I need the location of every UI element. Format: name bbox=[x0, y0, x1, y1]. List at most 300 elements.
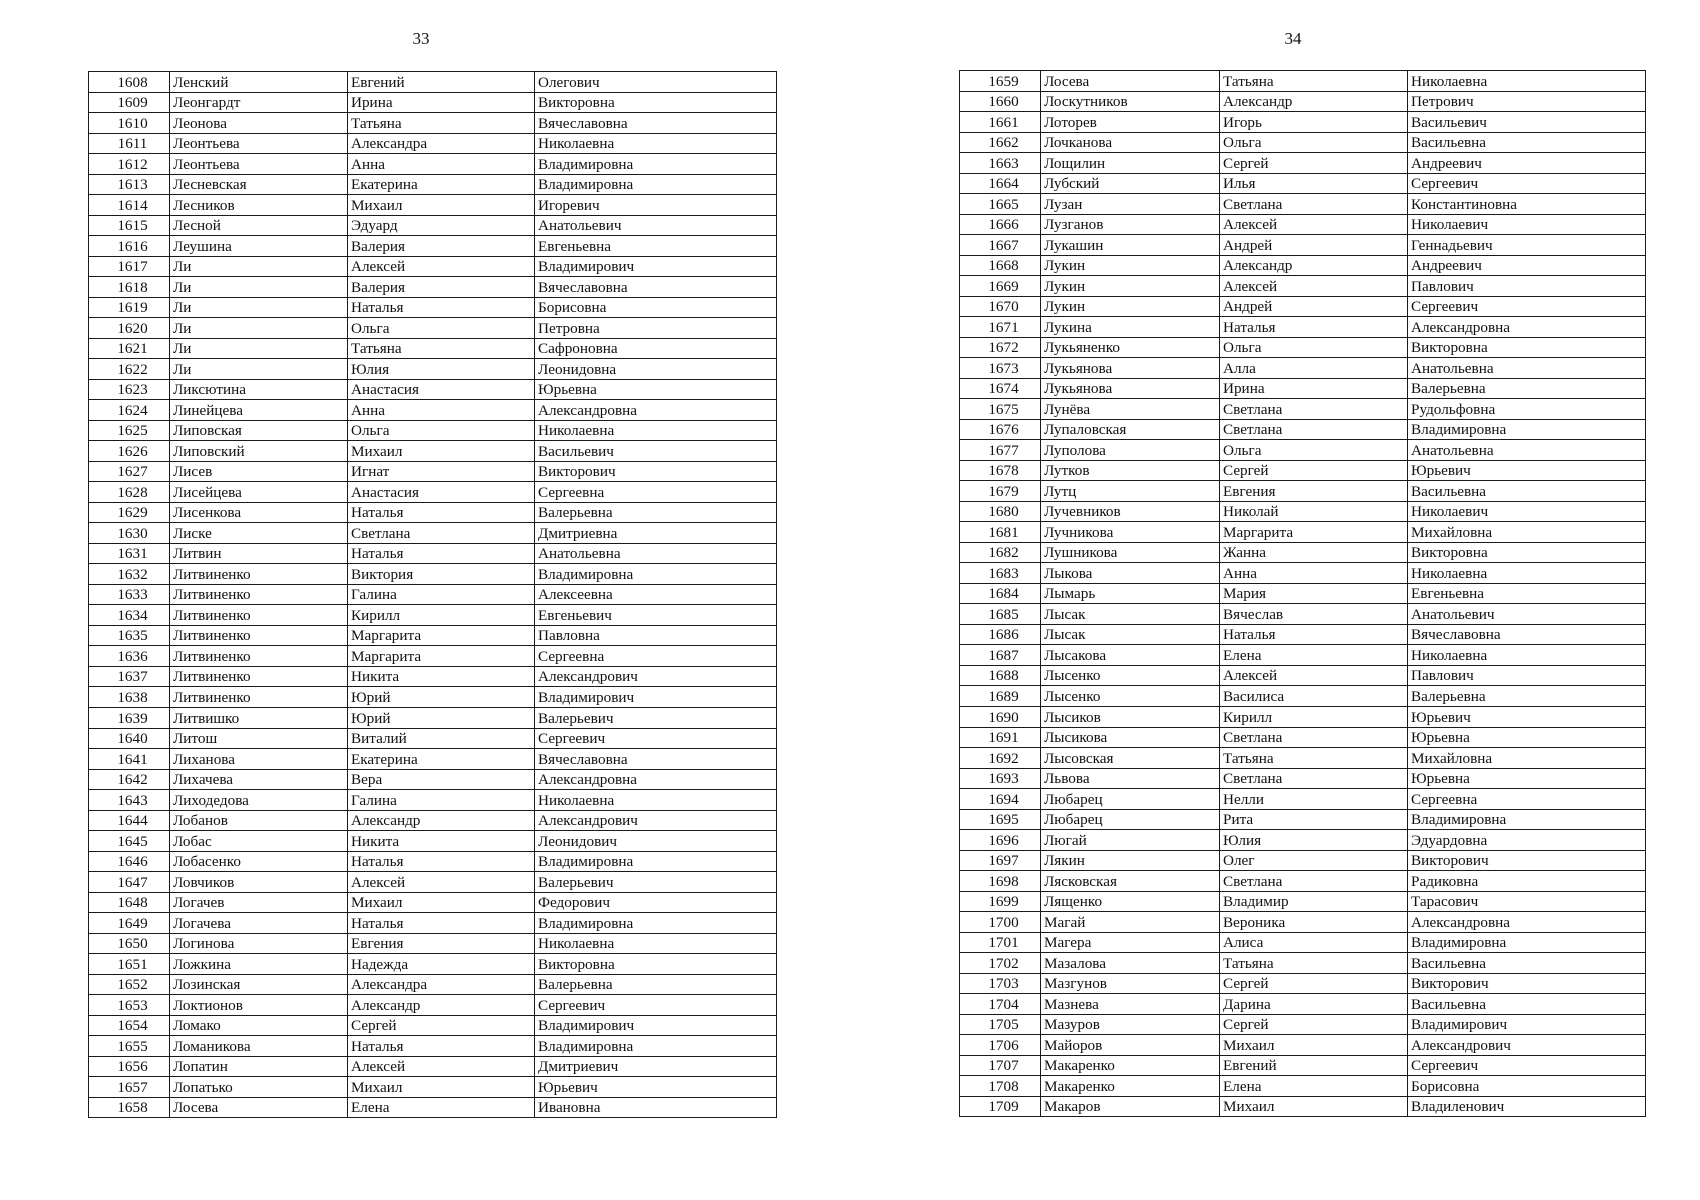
patronymic-cell: Александровна bbox=[535, 400, 777, 421]
row-number-cell: 1677 bbox=[960, 440, 1041, 461]
patronymic-cell: Валерьевич bbox=[535, 872, 777, 893]
row-number-cell: 1653 bbox=[89, 995, 170, 1016]
row-number-cell: 1642 bbox=[89, 769, 170, 790]
first-name-cell: Евгений bbox=[1220, 1055, 1408, 1076]
row-number-cell: 1640 bbox=[89, 728, 170, 749]
last-name-cell: Лясковская bbox=[1041, 871, 1220, 892]
first-name-cell: Михаил bbox=[1220, 1096, 1408, 1117]
last-name-cell: Лукин bbox=[1041, 276, 1220, 297]
last-name-cell: Лукьянова bbox=[1041, 378, 1220, 399]
last-name-cell: Лысовская bbox=[1041, 748, 1220, 769]
first-name-cell: Юлия bbox=[348, 359, 535, 380]
first-name-cell: Татьяна bbox=[348, 338, 535, 359]
patronymic-cell: Сергеевна bbox=[535, 646, 777, 667]
row-number-cell: 1617 bbox=[89, 256, 170, 277]
patronymic-cell: Владимирович bbox=[535, 687, 777, 708]
table-row bbox=[89, 749, 777, 770]
patronymic-cell: Вячеславовна bbox=[1408, 624, 1646, 645]
row-number-cell: 1627 bbox=[89, 461, 170, 482]
row-number-cell: 1662 bbox=[960, 132, 1041, 153]
last-name-cell: Литвиненко bbox=[170, 625, 348, 646]
last-name-cell: Липовская bbox=[170, 420, 348, 441]
patronymic-cell: Рудольфовна bbox=[1408, 399, 1646, 420]
last-name-cell: Линейцева bbox=[170, 400, 348, 421]
first-name-cell: Василиса bbox=[1220, 686, 1408, 707]
first-name-cell: Евгения bbox=[1220, 481, 1408, 502]
table-row bbox=[89, 790, 777, 811]
last-name-cell: Лысикова bbox=[1041, 727, 1220, 748]
last-name-cell: Леонтьева bbox=[170, 133, 348, 154]
first-name-cell: Алексей bbox=[348, 872, 535, 893]
table-row bbox=[960, 563, 1646, 584]
patronymic-cell: Васильевна bbox=[1408, 953, 1646, 974]
table-row bbox=[89, 564, 777, 585]
last-name-cell: Лысакова bbox=[1041, 645, 1220, 666]
last-name-cell: Лукьяненко bbox=[1041, 337, 1220, 358]
row-number-cell: 1679 bbox=[960, 481, 1041, 502]
patronymic-cell: Николаевна bbox=[535, 133, 777, 154]
last-name-cell: Лымарь bbox=[1041, 583, 1220, 604]
row-number-cell: 1639 bbox=[89, 707, 170, 728]
first-name-cell: Игорь bbox=[1220, 112, 1408, 133]
row-number-cell: 1609 bbox=[89, 92, 170, 113]
row-number-cell: 1691 bbox=[960, 727, 1041, 748]
row-number-cell: 1638 bbox=[89, 687, 170, 708]
row-number-cell: 1657 bbox=[89, 1077, 170, 1098]
row-number-cell: 1666 bbox=[960, 214, 1041, 235]
first-name-cell: Анна bbox=[348, 400, 535, 421]
first-name-cell: Виталий bbox=[348, 728, 535, 749]
last-name-cell: Литвиненко bbox=[170, 687, 348, 708]
first-name-cell: Николай bbox=[1220, 501, 1408, 522]
first-name-cell: Наталья bbox=[348, 851, 535, 872]
last-name-cell: Лесников bbox=[170, 195, 348, 216]
first-name-cell: Сергей bbox=[1220, 153, 1408, 174]
row-number-cell: 1672 bbox=[960, 337, 1041, 358]
row-number-cell: 1675 bbox=[960, 399, 1041, 420]
row-number-cell: 1697 bbox=[960, 850, 1041, 871]
first-name-cell: Наталья bbox=[348, 502, 535, 523]
row-number-cell: 1632 bbox=[89, 564, 170, 585]
last-name-cell: Лутков bbox=[1041, 460, 1220, 481]
table-row bbox=[960, 91, 1646, 112]
patronymic-cell: Петрович bbox=[1408, 91, 1646, 112]
last-name-cell: Логачева bbox=[170, 913, 348, 934]
first-name-cell: Татьяна bbox=[348, 113, 535, 134]
patronymic-cell: Владимирович bbox=[535, 1015, 777, 1036]
patronymic-cell: Викторовна bbox=[1408, 542, 1646, 563]
last-name-cell: Липовский bbox=[170, 441, 348, 462]
table-row bbox=[89, 851, 777, 872]
table-row bbox=[89, 523, 777, 544]
table-row bbox=[89, 400, 777, 421]
row-number-cell: 1624 bbox=[89, 400, 170, 421]
table-row bbox=[960, 665, 1646, 686]
table-row bbox=[89, 1015, 777, 1036]
patronymic-cell: Викторовна bbox=[535, 92, 777, 113]
patronymic-cell: Александровна bbox=[1408, 317, 1646, 338]
patronymic-cell: Сергеевна bbox=[1408, 789, 1646, 810]
row-number-cell: 1620 bbox=[89, 318, 170, 339]
patronymic-cell: Вячеславовна bbox=[535, 749, 777, 770]
table-row bbox=[960, 153, 1646, 174]
row-number-cell: 1671 bbox=[960, 317, 1041, 338]
row-number-cell: 1670 bbox=[960, 296, 1041, 317]
patronymic-cell: Юрьевна bbox=[1408, 768, 1646, 789]
patronymic-cell: Петровна bbox=[535, 318, 777, 339]
table-row bbox=[960, 953, 1646, 974]
row-number-cell: 1635 bbox=[89, 625, 170, 646]
patronymic-cell: Николаевна bbox=[535, 420, 777, 441]
last-name-cell: Лощилин bbox=[1041, 153, 1220, 174]
table-row bbox=[89, 215, 777, 236]
last-name-cell: Лукашин bbox=[1041, 235, 1220, 256]
row-number-cell: 1693 bbox=[960, 768, 1041, 789]
last-name-cell: Лукина bbox=[1041, 317, 1220, 338]
patronymic-cell: Васильевна bbox=[1408, 132, 1646, 153]
patronymic-cell: Юрьевна bbox=[1408, 727, 1646, 748]
last-name-cell: Лиске bbox=[170, 523, 348, 544]
table-row bbox=[960, 358, 1646, 379]
table-row bbox=[89, 318, 777, 339]
table-row bbox=[89, 502, 777, 523]
row-number-cell: 1705 bbox=[960, 1014, 1041, 1035]
patronymic-cell: Вячеславовна bbox=[535, 113, 777, 134]
table-row bbox=[89, 913, 777, 934]
first-name-cell: Наталья bbox=[1220, 624, 1408, 645]
row-number-cell: 1637 bbox=[89, 666, 170, 687]
table-row bbox=[960, 399, 1646, 420]
row-number-cell: 1686 bbox=[960, 624, 1041, 645]
table-row bbox=[960, 276, 1646, 297]
patronymic-cell: Евгеньевна bbox=[1408, 583, 1646, 604]
last-name-cell: Лесневская bbox=[170, 174, 348, 195]
table-row bbox=[960, 994, 1646, 1015]
table-row bbox=[960, 973, 1646, 994]
table-row bbox=[960, 522, 1646, 543]
row-number-cell: 1701 bbox=[960, 932, 1041, 953]
row-number-cell: 1618 bbox=[89, 277, 170, 298]
table-row bbox=[960, 748, 1646, 769]
patronymic-cell: Николаевич bbox=[1408, 501, 1646, 522]
patronymic-cell: Владимирович bbox=[1408, 1014, 1646, 1035]
last-name-cell: Лобанов bbox=[170, 810, 348, 831]
table-row bbox=[960, 214, 1646, 235]
row-number-cell: 1652 bbox=[89, 974, 170, 995]
row-number-cell: 1709 bbox=[960, 1096, 1041, 1117]
table-row bbox=[89, 543, 777, 564]
row-number-cell: 1706 bbox=[960, 1035, 1041, 1056]
row-number-cell: 1608 bbox=[89, 72, 170, 93]
table-row bbox=[89, 584, 777, 605]
first-name-cell: Светлана bbox=[1220, 399, 1408, 420]
patronymic-cell: Николаевна bbox=[535, 790, 777, 811]
patronymic-cell: Дмитриевна bbox=[535, 523, 777, 544]
first-name-cell: Виктория bbox=[348, 564, 535, 585]
last-name-cell: Литвиненко bbox=[170, 564, 348, 585]
last-name-cell: Ли bbox=[170, 359, 348, 380]
row-number-cell: 1698 bbox=[960, 871, 1041, 892]
patronymic-cell: Юрьевич bbox=[535, 1077, 777, 1098]
first-name-cell: Маргарита bbox=[348, 646, 535, 667]
table-row bbox=[89, 933, 777, 954]
row-number-cell: 1648 bbox=[89, 892, 170, 913]
row-number-cell: 1694 bbox=[960, 789, 1041, 810]
last-name-cell: Мазалова bbox=[1041, 953, 1220, 974]
first-name-cell: Никита bbox=[348, 831, 535, 852]
last-name-cell: Лопатько bbox=[170, 1077, 348, 1098]
first-name-cell: Сергей bbox=[1220, 460, 1408, 481]
last-name-cell: Лутц bbox=[1041, 481, 1220, 502]
table-row bbox=[89, 646, 777, 667]
last-name-cell: Ли bbox=[170, 256, 348, 277]
table-row bbox=[89, 831, 777, 852]
patronymic-cell: Владимировна bbox=[535, 154, 777, 175]
patronymic-cell: Павлович bbox=[1408, 276, 1646, 297]
row-number-cell: 1700 bbox=[960, 912, 1041, 933]
patronymic-cell: Дмитриевич bbox=[535, 1056, 777, 1077]
row-number-cell: 1689 bbox=[960, 686, 1041, 707]
last-name-cell: Ликсютина bbox=[170, 379, 348, 400]
row-number-cell: 1664 bbox=[960, 173, 1041, 194]
last-name-cell: Лыкова bbox=[1041, 563, 1220, 584]
last-name-cell: Ломако bbox=[170, 1015, 348, 1036]
patronymic-cell: Валерьевич bbox=[535, 707, 777, 728]
row-number-cell: 1663 bbox=[960, 153, 1041, 174]
page-number-left: 33 bbox=[412, 29, 430, 48]
patronymic-cell: Михайловна bbox=[1408, 748, 1646, 769]
first-name-cell: Светлана bbox=[1220, 194, 1408, 215]
row-number-cell: 1611 bbox=[89, 133, 170, 154]
first-name-cell: Галина bbox=[348, 790, 535, 811]
row-number-cell: 1622 bbox=[89, 359, 170, 380]
last-name-cell: Мазгунов bbox=[1041, 973, 1220, 994]
table-row bbox=[89, 687, 777, 708]
patronymic-cell: Сергеевич bbox=[535, 728, 777, 749]
patronymic-cell: Сафроновна bbox=[535, 338, 777, 359]
patronymic-cell: Геннадьевич bbox=[1408, 235, 1646, 256]
patronymic-cell: Николаевич bbox=[1408, 214, 1646, 235]
row-number-cell: 1667 bbox=[960, 235, 1041, 256]
row-number-cell: 1631 bbox=[89, 543, 170, 564]
last-name-cell: Лосева bbox=[170, 1097, 348, 1118]
table-row bbox=[960, 419, 1646, 440]
roster-table-left bbox=[88, 71, 777, 1118]
table-row bbox=[960, 255, 1646, 276]
table-row bbox=[960, 891, 1646, 912]
last-name-cell: Люгай bbox=[1041, 830, 1220, 851]
last-name-cell: Лященко bbox=[1041, 891, 1220, 912]
last-name-cell: Лоторев bbox=[1041, 112, 1220, 133]
table-row bbox=[960, 71, 1646, 92]
patronymic-cell: Васильевна bbox=[1408, 994, 1646, 1015]
row-number-cell: 1702 bbox=[960, 953, 1041, 974]
table-row bbox=[960, 645, 1646, 666]
last-name-cell: Мазнева bbox=[1041, 994, 1220, 1015]
last-name-cell: Лысак bbox=[1041, 624, 1220, 645]
patronymic-cell: Павлович bbox=[1408, 665, 1646, 686]
patronymic-cell: Анатольевна bbox=[535, 543, 777, 564]
row-number-cell: 1661 bbox=[960, 112, 1041, 133]
last-name-cell: Мазуров bbox=[1041, 1014, 1220, 1035]
last-name-cell: Лиханова bbox=[170, 749, 348, 770]
table-row bbox=[960, 481, 1646, 502]
patronymic-cell: Анатольевич bbox=[1408, 604, 1646, 625]
row-number-cell: 1628 bbox=[89, 482, 170, 503]
last-name-cell: Лобасенко bbox=[170, 851, 348, 872]
patronymic-cell: Васильевна bbox=[1408, 481, 1646, 502]
last-name-cell: Макаров bbox=[1041, 1096, 1220, 1117]
first-name-cell: Екатерина bbox=[348, 749, 535, 770]
last-name-cell: Лысенко bbox=[1041, 665, 1220, 686]
table-row bbox=[89, 954, 777, 975]
table-row bbox=[89, 974, 777, 995]
first-name-cell: Андрей bbox=[1220, 235, 1408, 256]
row-number-cell: 1625 bbox=[89, 420, 170, 441]
table-row bbox=[89, 995, 777, 1016]
table-row bbox=[89, 420, 777, 441]
first-name-cell: Вероника bbox=[1220, 912, 1408, 933]
row-number-cell: 1692 bbox=[960, 748, 1041, 769]
row-number-cell: 1668 bbox=[960, 255, 1041, 276]
first-name-cell: Ольга bbox=[348, 420, 535, 441]
last-name-cell: Литвишко bbox=[170, 707, 348, 728]
patronymic-cell: Сергеевич bbox=[1408, 296, 1646, 317]
last-name-cell: Лукин bbox=[1041, 255, 1220, 276]
last-name-cell: Лоскутников bbox=[1041, 91, 1220, 112]
table-row bbox=[89, 277, 777, 298]
table-row bbox=[89, 133, 777, 154]
table-row bbox=[960, 132, 1646, 153]
first-name-cell: Татьяна bbox=[1220, 748, 1408, 769]
table-row bbox=[89, 72, 777, 93]
row-number-cell: 1614 bbox=[89, 195, 170, 216]
patronymic-cell: Леонидович bbox=[535, 831, 777, 852]
first-name-cell: Игнат bbox=[348, 461, 535, 482]
row-number-cell: 1621 bbox=[89, 338, 170, 359]
last-name-cell: Лысиков bbox=[1041, 706, 1220, 727]
row-number-cell: 1699 bbox=[960, 891, 1041, 912]
table-row bbox=[960, 583, 1646, 604]
last-name-cell: Лубский bbox=[1041, 173, 1220, 194]
last-name-cell: Любарец bbox=[1041, 789, 1220, 810]
last-name-cell: Леонтьева bbox=[170, 154, 348, 175]
first-name-cell: Анастасия bbox=[348, 379, 535, 400]
table-row bbox=[960, 1076, 1646, 1097]
table-row bbox=[89, 605, 777, 626]
patronymic-cell: Валерьевна bbox=[1408, 686, 1646, 707]
row-number-cell: 1610 bbox=[89, 113, 170, 134]
table-row bbox=[89, 359, 777, 380]
first-name-cell: Алексей bbox=[1220, 665, 1408, 686]
row-number-cell: 1676 bbox=[960, 419, 1041, 440]
first-name-cell: Светлана bbox=[1220, 768, 1408, 789]
first-name-cell: Кирилл bbox=[348, 605, 535, 626]
last-name-cell: Ли bbox=[170, 297, 348, 318]
table-row bbox=[960, 1096, 1646, 1117]
row-number-cell: 1636 bbox=[89, 646, 170, 667]
last-name-cell: Лучевников bbox=[1041, 501, 1220, 522]
last-name-cell: Лиходедова bbox=[170, 790, 348, 811]
last-name-cell: Лысенко bbox=[1041, 686, 1220, 707]
patronymic-cell: Викторович bbox=[1408, 850, 1646, 871]
first-name-cell: Ольга bbox=[1220, 132, 1408, 153]
first-name-cell: Маргарита bbox=[348, 625, 535, 646]
first-name-cell: Галина bbox=[348, 584, 535, 605]
row-number-cell: 1626 bbox=[89, 441, 170, 462]
table-row bbox=[960, 768, 1646, 789]
first-name-cell: Ольга bbox=[1220, 440, 1408, 461]
row-number-cell: 1641 bbox=[89, 749, 170, 770]
first-name-cell: Александр bbox=[1220, 91, 1408, 112]
row-number-cell: 1690 bbox=[960, 706, 1041, 727]
first-name-cell: Надежда bbox=[348, 954, 535, 975]
patronymic-cell: Борисовна bbox=[535, 297, 777, 318]
patronymic-cell: Борисовна bbox=[1408, 1076, 1646, 1097]
last-name-cell: Лисейцева bbox=[170, 482, 348, 503]
patronymic-cell: Юрьевич bbox=[1408, 460, 1646, 481]
table-row bbox=[960, 501, 1646, 522]
table-row bbox=[89, 728, 777, 749]
table-row bbox=[960, 194, 1646, 215]
last-name-cell: Лисев bbox=[170, 461, 348, 482]
last-name-cell: Майоров bbox=[1041, 1035, 1220, 1056]
table-row bbox=[960, 850, 1646, 871]
first-name-cell: Сергей bbox=[1220, 973, 1408, 994]
patronymic-cell: Валерьевна bbox=[535, 974, 777, 995]
first-name-cell: Михаил bbox=[348, 892, 535, 913]
table-row bbox=[960, 932, 1646, 953]
last-name-cell: Ленский bbox=[170, 72, 348, 93]
last-name-cell: Лузганов bbox=[1041, 214, 1220, 235]
row-number-cell: 1659 bbox=[960, 71, 1041, 92]
patronymic-cell: Евгеньевич bbox=[535, 605, 777, 626]
table-row bbox=[960, 706, 1646, 727]
first-name-cell: Анна bbox=[348, 154, 535, 175]
first-name-cell: Дарина bbox=[1220, 994, 1408, 1015]
last-name-cell: Лочканова bbox=[1041, 132, 1220, 153]
table-row bbox=[89, 461, 777, 482]
first-name-cell: Никита bbox=[348, 666, 535, 687]
patronymic-cell: Михайловна bbox=[1408, 522, 1646, 543]
first-name-cell: Анна bbox=[1220, 563, 1408, 584]
last-name-cell: Лисенкова bbox=[170, 502, 348, 523]
patronymic-cell: Николаевна bbox=[1408, 645, 1646, 666]
table-row bbox=[89, 1097, 777, 1118]
row-number-cell: 1674 bbox=[960, 378, 1041, 399]
last-name-cell: Лысак bbox=[1041, 604, 1220, 625]
first-name-cell: Александра bbox=[348, 133, 535, 154]
last-name-cell: Лукин bbox=[1041, 296, 1220, 317]
table-row bbox=[89, 482, 777, 503]
first-name-cell: Илья bbox=[1220, 173, 1408, 194]
last-name-cell: Литош bbox=[170, 728, 348, 749]
table-row bbox=[960, 173, 1646, 194]
first-name-cell: Евгений bbox=[348, 72, 535, 93]
last-name-cell: Лузан bbox=[1041, 194, 1220, 215]
row-number-cell: 1680 bbox=[960, 501, 1041, 522]
first-name-cell: Александра bbox=[348, 974, 535, 995]
first-name-cell: Алексей bbox=[348, 256, 535, 277]
first-name-cell: Алексей bbox=[1220, 214, 1408, 235]
patronymic-cell: Владимировна bbox=[535, 851, 777, 872]
patronymic-cell: Владимировна bbox=[1408, 809, 1646, 830]
table-row bbox=[960, 809, 1646, 830]
table-row bbox=[89, 154, 777, 175]
row-number-cell: 1623 bbox=[89, 379, 170, 400]
roster-table-right-body bbox=[960, 71, 1646, 1117]
row-number-cell: 1683 bbox=[960, 563, 1041, 584]
